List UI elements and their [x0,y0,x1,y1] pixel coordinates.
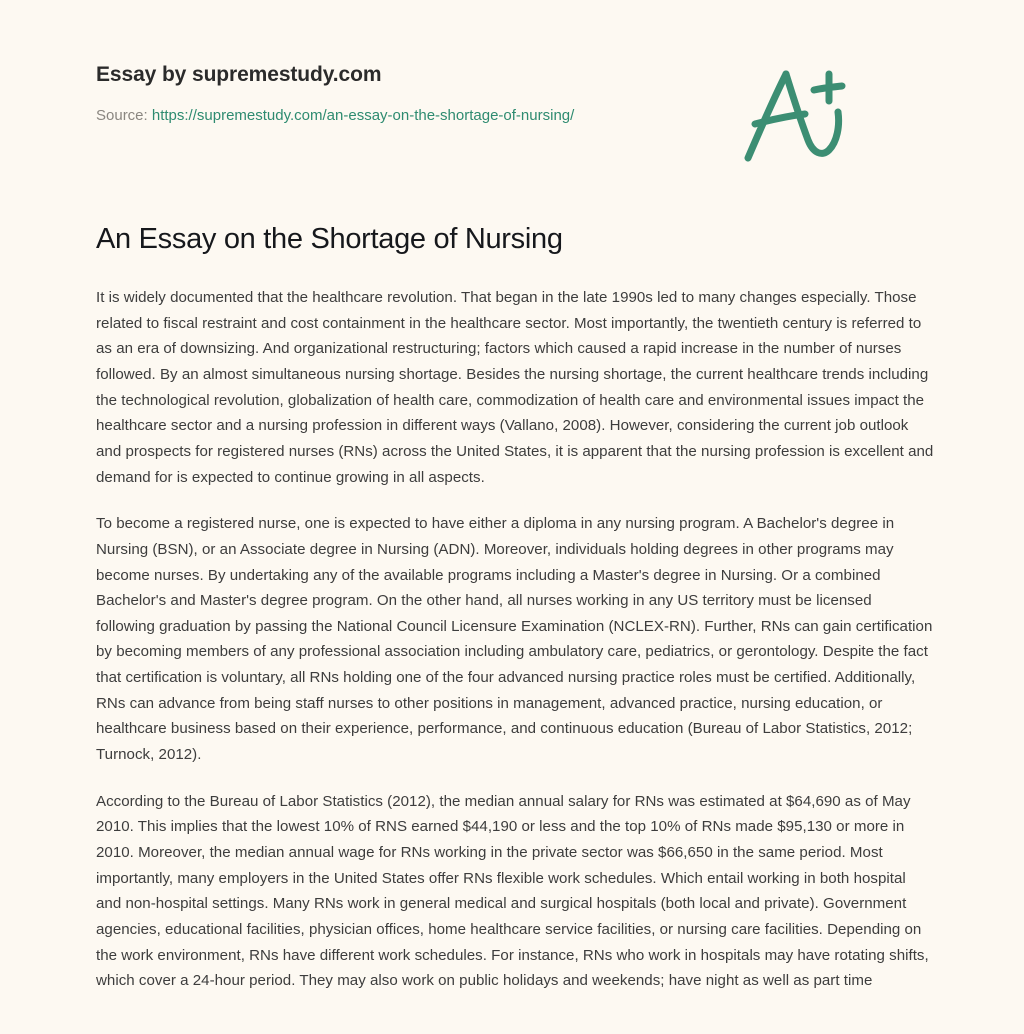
page-header [96,0,928,126]
article-body [96,257,934,994]
source-line [96,106,928,126]
paragraph: It is widely documented that the healthcare revolution. That began in the late 1990s led to many changes especially. Those related to fiscal restraint and cost containment in the healthcare sector. Most importantly, the twentieth century is referred to as an era of downsizing. And organizational restructuring; factors which caused a rapid increase in the number of nurses followed. By an almost simultaneous nursing shortage. Besides the nursing shortage, the current healthcare trends including the technological revolution, globalization of health care, commodization of health care and environmental issues impact the healthcare sector and a nursing profession in different ways (Vallano, 2008). However, considering the current job outlook and prospects for registered nurses (RNs) across the United States, it is apparent that the nursing profession is excellent and demand for is expected to continue growing in all aspects. [96,288,934,486]
paragraph: According to the Bureau of Labor Statistics (2012), the median annual salary for RNs was estimated at $64,690 as of May 2010. This implies that the lowest 10% of RNS earned $44,190 or less and the top 10% of RNs made $95,130 or more in 2010. Moreover, the median annual wage for RNs working in the private sector was $66,650 in the same period. Most importantly, many employers in the United States offer RNs flexible work schedules. Which entail working in both hospital and non-hospital settings. Many RNs work in general medical and surgical hospitals (both local and private). Government agencies, educational facilities, physician offices, home healthcare service facilities, or nursing care facilities. Depending on the work environment, RNs have different work schedules. For instance, RNs who work in hospitals may have rotating shifts, which cover a 24-hour period. They may also work on public holidays and weekends; have night as well as part time [96,792,929,990]
byline: Essay by supremestudy.com [96,63,382,86]
paragraph: To become a registered nurse, one is expected to have either a diploma in any nursing program. A Bachelor's degree in Nursing (BSN), or an Associate degree in Nursing (ADN). Moreover, individuals holding degrees in other programs may become nurses. By undertaking any of the available programs including a Master's degree in Nursing. Or a combined Bachelor's and Master's degree program. On the other hand, all nurses working in any US territory must be licensed following graduation by passing the National Council Licensure Examination (NCLEX-RN). Further, RNs can gain certification by becoming members of any professional association including ambulatory care, pediatrics, or gerontology. Despite the fact that certification is voluntary, all RNs holding one of the four advanced nursing practice roles must be certified. Additionally, RNs can advance from being staff nurses to other positions in management, advanced practice, nursing education, or healthcare business based on their experience, performance, and continuous education (Bureau of Labor Statistics, 2012; Turnock, 2012). [96,515,933,764]
source-url-link[interactable]: https://supremestudy.com/an-essay-on-the-shortage-of-nursing/ [151,107,575,125]
source-label: Source: [96,107,148,125]
page-title: An Essay on the Shortage of Nursing [96,222,563,255]
